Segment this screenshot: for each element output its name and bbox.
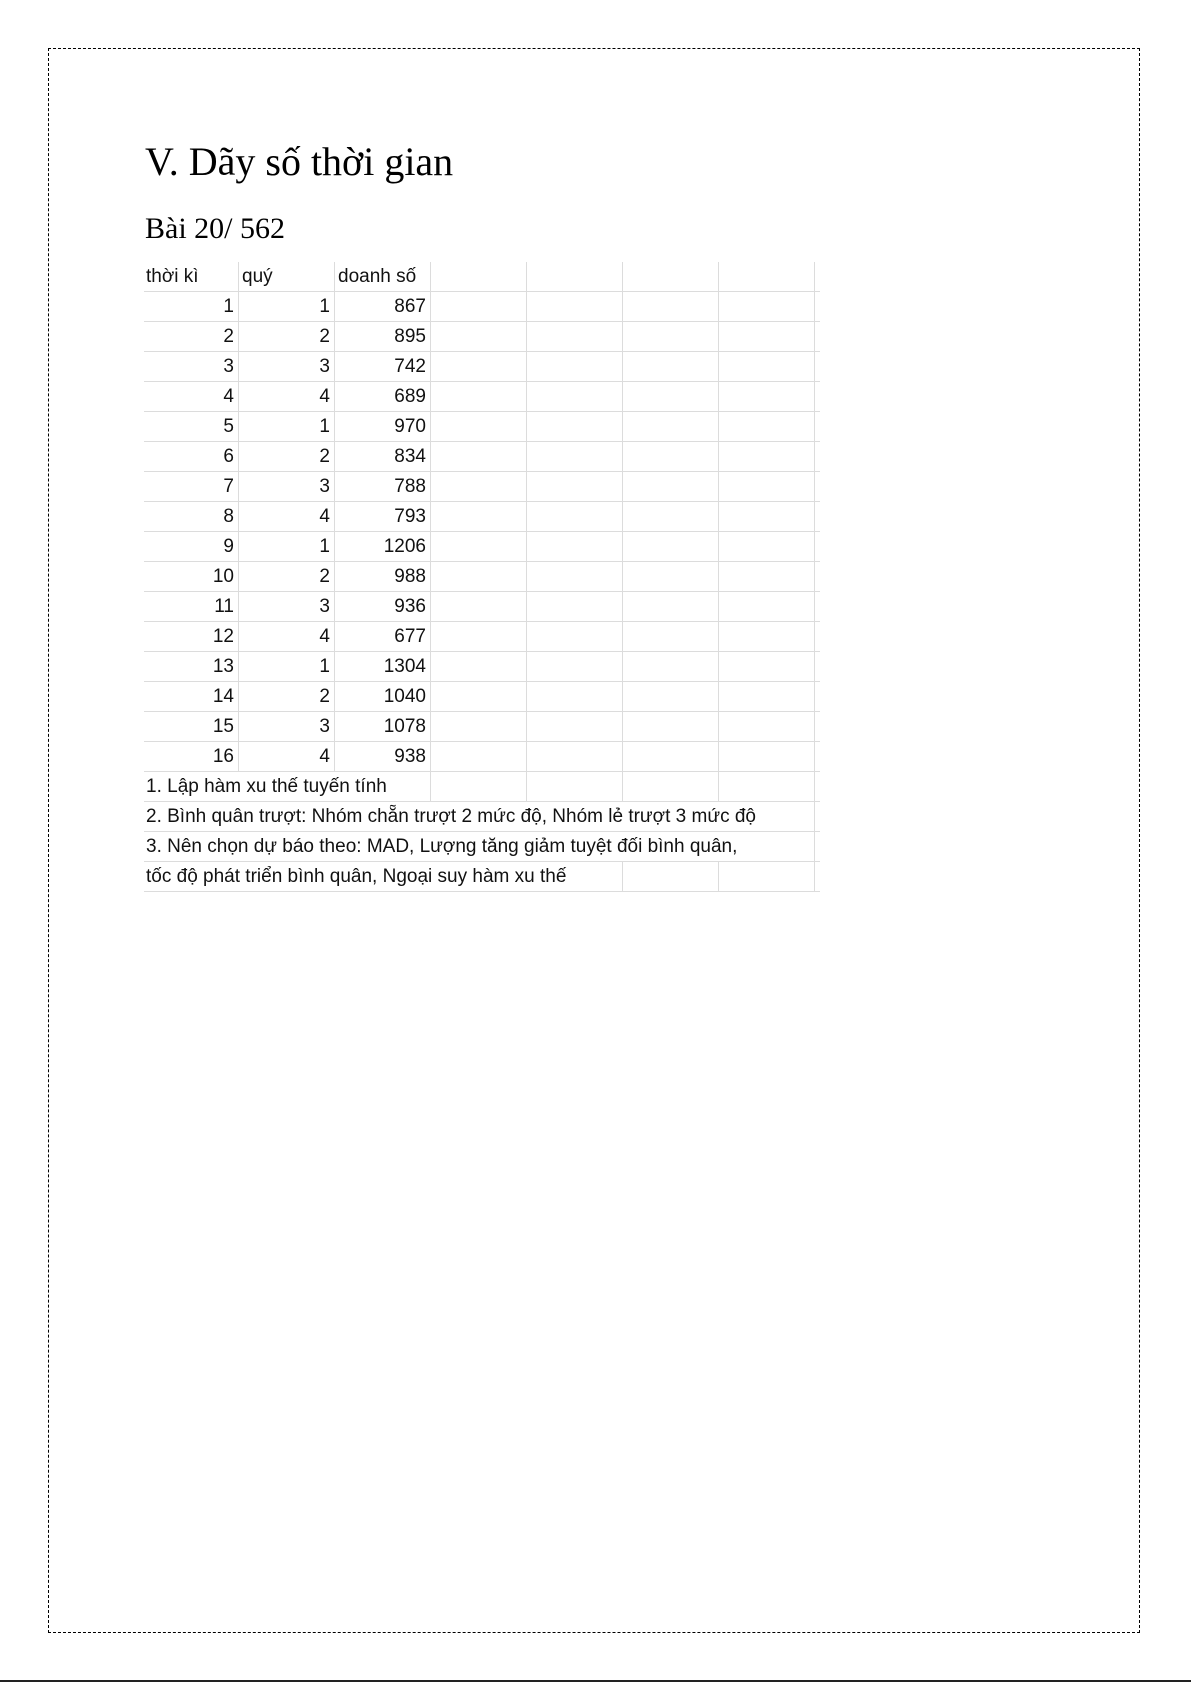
cell-quarter: 1: [319, 296, 330, 317]
cell-period: 7: [223, 476, 234, 497]
cell-quarter: 1: [319, 656, 330, 677]
cell-quarter: 2: [319, 326, 330, 347]
header-quarter: quý: [242, 266, 273, 287]
cell-sales: 1206: [383, 536, 426, 557]
cell-sales: 742: [394, 356, 426, 377]
cell-period: 2: [223, 326, 234, 347]
cell-sales: 793: [394, 506, 426, 527]
cell-quarter: 3: [319, 716, 330, 737]
cell-quarter: 3: [319, 476, 330, 497]
cell-quarter: 4: [319, 746, 330, 767]
table-row: [144, 592, 820, 622]
table-row: [144, 352, 820, 382]
cell-period: 15: [212, 716, 234, 737]
table-row: [144, 472, 820, 502]
table-row: [144, 412, 820, 442]
cell-quarter: 4: [319, 626, 330, 647]
cell-period: 14: [212, 686, 234, 707]
table-row: [144, 442, 820, 472]
cell-quarter: 2: [319, 446, 330, 467]
cell-sales: 936: [394, 596, 426, 617]
cell-sales: 788: [394, 476, 426, 497]
cell-quarter: 3: [319, 596, 330, 617]
cell-quarter: 2: [319, 686, 330, 707]
cell-period: 1: [223, 296, 234, 317]
note-3: 3. Nên chọn dự báo theo: MAD, Lượng tăng giảm tuyệt đối bình quân,: [146, 832, 739, 861]
table-row: [144, 682, 820, 712]
table-row: [144, 532, 820, 562]
table-row: [144, 322, 820, 352]
cell-quarter: 4: [319, 506, 330, 527]
header-period: thời kì: [146, 266, 199, 287]
cell-sales: 677: [394, 626, 426, 647]
table-row: [144, 382, 820, 412]
cell-period: 10: [212, 566, 234, 587]
cell-period: 12: [212, 626, 234, 647]
cell-sales: 867: [394, 296, 426, 317]
cell-period: 8: [223, 506, 234, 527]
cell-quarter: 3: [319, 356, 330, 377]
cell-sales: 895: [394, 326, 426, 347]
table-row: [144, 712, 820, 742]
table-row: [144, 652, 820, 682]
section-title: V. Dãy số thời gian: [145, 139, 454, 184]
bottom-edge-line: [0, 1680, 1191, 1685]
note-2: 2. Bình quân trượt: Nhóm chẵn trượt 2 mức độ, Nhóm lẻ trượt 3 mức độ: [146, 802, 758, 831]
cell-period: 13: [212, 656, 234, 677]
cell-quarter: 1: [319, 416, 330, 437]
cell-period: 16: [212, 746, 234, 767]
cell-quarter: 1: [319, 536, 330, 557]
table-row: [144, 292, 820, 322]
cell-period: 3: [223, 356, 234, 377]
cell-sales: 970: [394, 416, 426, 437]
cell-sales: 1040: [383, 686, 426, 707]
note-row: [144, 802, 820, 832]
exercise-title: Bài 20/ 562: [145, 212, 285, 245]
cell-period: 5: [223, 416, 234, 437]
cell-sales: 988: [394, 566, 426, 587]
table-row: [144, 742, 820, 772]
note-row: [144, 772, 820, 802]
cell-quarter: 2: [319, 566, 330, 587]
cell-period: 9: [223, 536, 234, 557]
spreadsheet-table: [144, 262, 820, 892]
cell-sales: 938: [394, 746, 426, 767]
cell-sales: 834: [394, 446, 426, 467]
note-row: [144, 862, 820, 892]
cell-quarter: 4: [319, 386, 330, 407]
table-row: [144, 562, 820, 592]
table-header-row: [144, 262, 820, 292]
cell-sales: 689: [394, 386, 426, 407]
cell-sales: 1304: [383, 656, 426, 677]
cell-sales: 1078: [383, 716, 426, 737]
cell-period: 11: [214, 596, 234, 617]
table-row: [144, 622, 820, 652]
note-1: 1. Lập hàm xu thế tuyến tính: [146, 772, 389, 801]
note-row: [144, 832, 820, 862]
note-4: tốc độ phát triển bình quân, Ngoại suy hàm xu thế: [146, 862, 568, 891]
header-sales: doanh số: [338, 266, 417, 287]
cell-period: 4: [223, 386, 234, 407]
cell-period: 6: [223, 446, 234, 467]
table-row: [144, 502, 820, 532]
